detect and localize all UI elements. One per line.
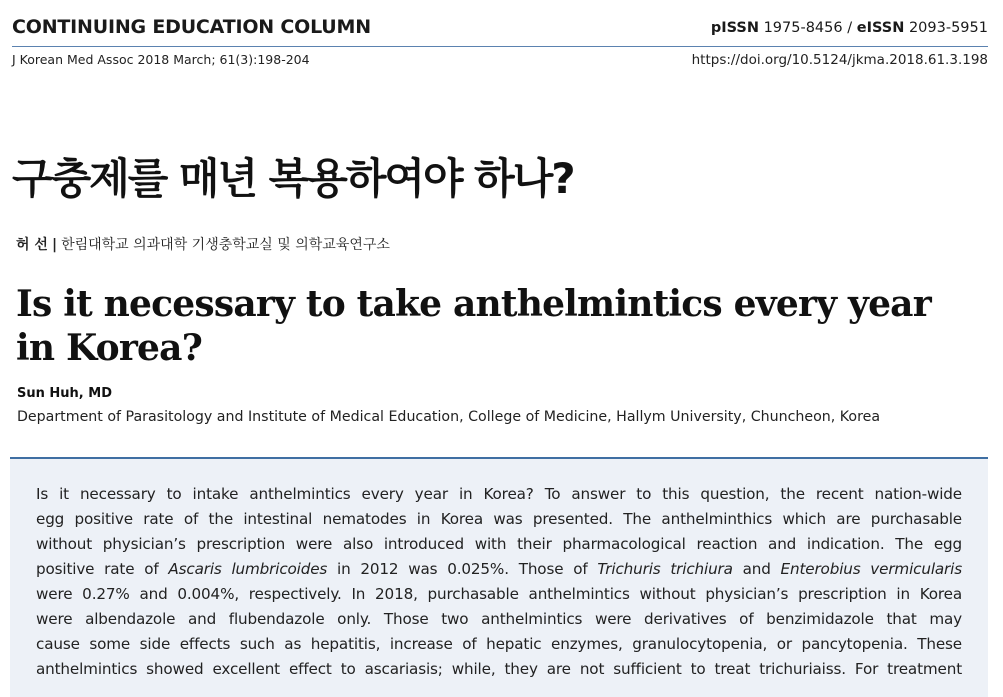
abstract-text: in 2012 was 0.025%. Those of (327, 560, 598, 578)
abstract-text: and (732, 560, 781, 578)
pissn-value: 1975-8456 (763, 20, 843, 36)
abstract-box (10, 457, 988, 697)
abstract-line: cause some side effects such as hepatitis, increase of hepatic enzymes, granulocytopenia, or pancytopenia. These (36, 635, 962, 653)
doi-link[interactable]: https://doi.org/10.5124/jkma.2018.61.3.198 (691, 52, 988, 68)
english-affiliation: Department of Parasitology and Institute of Medical Education, College of Medicine, Hallym University, Chuncheon, Korea (17, 409, 881, 425)
species-name: Ascaris lumbricoides (168, 560, 328, 578)
column-label: CONTINUING EDUCATION COLUMN (12, 16, 371, 38)
abstract-line: were albendazole and flubendazole only. Those two anthelmintics were derivatives of benzimidazole that may (36, 610, 962, 628)
korean-author-name: 허 선 (16, 237, 48, 253)
species-name: Enterobius vermicularis (780, 560, 962, 578)
issn-separator: / (842, 20, 857, 36)
abstract-line: without physician’s prescription were also introduced with their pharmacological reaction and indication. The egg (36, 535, 962, 553)
abstract-line: anthelmintics showed excellent effect to ascariasis; while, they are not sufficient to treat trichuriaiss. For treatment (36, 660, 962, 678)
abstract-line: egg positive rate of the intestinal nematodes in Korea was presented. The anthelminthics which are purchasable (36, 510, 962, 528)
journal-header (12, 12, 988, 47)
issn-info (711, 20, 988, 36)
abstract-line: were 0.27% and 0.004%, respectively. In 2018, purchasable anthelmintics without physician’s prescription in Korea (36, 585, 962, 603)
author-separator: | (51, 237, 58, 253)
korean-author-line (16, 234, 390, 254)
abstract-line: Is it necessary to intake anthelmintics every year in Korea? To answer to this question, the recent nation-wide (36, 485, 962, 503)
pissn-label: pISSN (710, 20, 759, 36)
eissn-label: eISSN (856, 20, 905, 36)
abstract-text: positive rate of (36, 560, 169, 578)
korean-title: 구충제를 매년 복용하여야 하나? (12, 154, 574, 203)
english-title: Is it necessary to take anthelmintics every year in Korea? (16, 283, 931, 369)
species-name: Trichuris trichiura (597, 560, 733, 578)
citation-row (12, 52, 988, 67)
english-author: Sun Huh, MD (17, 386, 112, 401)
abstract-line (36, 560, 962, 578)
korean-affiliation: 한림대학교 의과대학 기생충학교실 및 의학교육연구소 (61, 237, 390, 253)
citation: J Korean Med Assoc 2018 March; 61(3):198-204 (12, 52, 310, 67)
eissn-value: 2093-5951 (908, 20, 988, 36)
